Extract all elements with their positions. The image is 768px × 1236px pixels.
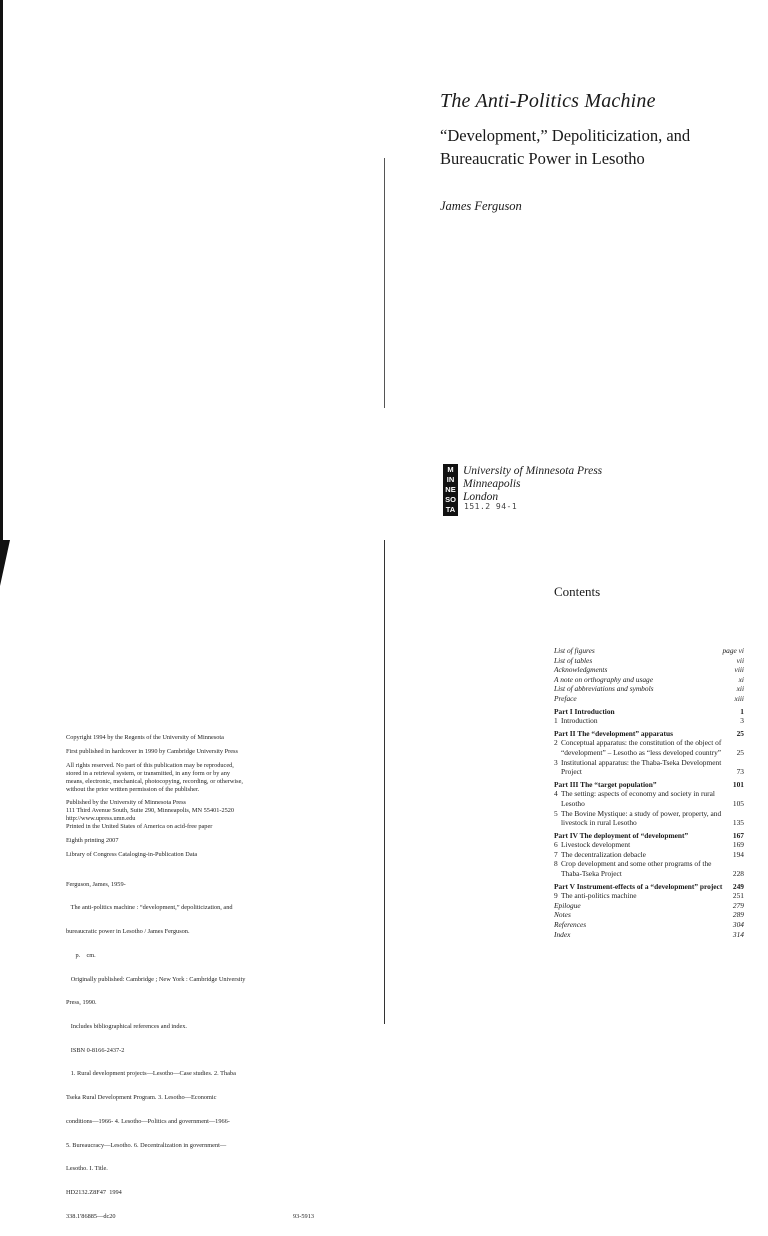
toc-row: References 304 [554, 920, 744, 930]
toc-chapter: 5 The Bovine Mystique: a study of power, property, and livestock in rural Lesotho 135 [554, 808, 744, 828]
publisher-logo: M IN NE SO TA [443, 464, 458, 516]
copyright-line: Copyright 1994 by the Regents of the University of Minnesota [66, 734, 224, 741]
publisher-city: London [463, 491, 499, 503]
publisher-address: Published by the University of Minnesota Press 111 Third Avenue South, Suite 290, Minneapolis, MN 55401-2520 http://www.upress.umn.edu Printed in the United States of America on acid-free paper [66, 799, 235, 831]
toc-row: List of tables vii [554, 655, 744, 665]
handwritten-note: 151.2 94-1 [464, 502, 518, 511]
subtitle-line: “Development,” Depoliticization, and [440, 126, 691, 145]
toc-chapter: 7 The decentralization debacle 194 [554, 849, 744, 859]
toc-row: Epilogue 279 [554, 900, 744, 910]
publisher-name: University of Minnesota Press [463, 465, 603, 477]
toc-chapter: 4 The setting: aspects of economy and society in rural Lesotho 105 [554, 789, 744, 808]
toc-part: Part I Introduction 1 [554, 706, 744, 716]
toc-part: Part IV The deployment of “development” 167 [554, 830, 744, 840]
cip-heading: Library of Congress Cataloging-in-Publication Data [66, 850, 198, 858]
toc-row: Preface xiii [554, 693, 744, 703]
book-author: James Ferguson [440, 199, 522, 213]
printing-line: Eighth printing 2007 [66, 837, 119, 845]
copyright-block [66, 734, 314, 1236]
book-subtitle [440, 124, 740, 170]
toc-chapter: 3 Institutional apparatus: the Thaba-Tseka Development Project 73 [554, 757, 744, 777]
toc-row: Notes 289 [554, 910, 744, 920]
toc-chapter: 1 Introduction 3 [554, 716, 744, 726]
toc-chapter: 9 The anti-politics machine 251 [554, 891, 744, 901]
toc-row: Index 314 [554, 929, 744, 939]
toc-chapter: 2 Conceptual apparatus: the constitution of the object of “development” – Lesotho as “less developed country” 25 [554, 738, 744, 757]
toc-row: List of abbreviations and symbols xii [554, 684, 744, 694]
toc-chapter: 8 Crop development and some other programs of the Thaba-Tseka Project 228 [554, 859, 744, 879]
toc-row: Acknowledgments viii [554, 665, 744, 675]
book-title: The Anti-Politics Machine [440, 90, 656, 112]
toc-part: Part V Instrument-effects of a “development” project 249 [554, 881, 744, 891]
title-spread [0, 0, 768, 540]
cip-record: Ferguson, James, 1959- The anti-politics machine : “development,” depoliticization, and bureaucratic power in Lesotho / James Ferguson. p. cm. Originally published: Cambridge ; New York : Cambridge University Press, 1990. Includes bibliographical references and index. ISBN 0-8166-2437-2 1. Rural development projects—Lesotho—Case studies. 2. Thaba Tseka Rural Development Program. 3. Lesotho—Economic conditions—1966- 4. Lesotho—Politics and government—1966- 5. Bureaucracy—Lesotho. 6. Decentralization in government— Lesotho. I. Title. HD2132.Z8F47 1994 338.1'86885—dc20 93-5913 [66, 880, 314, 1220]
toc-part: Part II The “development” apparatus 25 [554, 728, 744, 738]
first-published-line: First published in hardcover in 1990 by Cambridge University Press [66, 747, 238, 755]
toc-chapter: 6 Livestock development 169 [554, 840, 744, 850]
cip-classification: 338.1'86885—dc20 93-5913 [66, 1212, 314, 1220]
toc-row: A note on orthography and usage xi [554, 674, 744, 684]
toc-row: List of figures page vi [554, 646, 744, 655]
publisher-city: Minneapolis [463, 478, 521, 490]
subtitle-line: Bureaucratic Power in Lesotho [440, 149, 645, 168]
page-corner-shadow [0, 540, 10, 586]
contents-spread [0, 540, 768, 1220]
page-edge [0, 0, 3, 540]
publisher-imprint [463, 465, 602, 504]
toc-part: Part III The “target population” 101 [554, 779, 744, 789]
rights-statement: All rights reserved. No part of this publication may be reproduced, stored in a retrieval system, or transmitted, in any form or by any means, electronic, mechanical, photocopying, recording, or otherwise, without the prior written permission of the publisher. [66, 761, 243, 793]
contents-heading: Contents [554, 584, 601, 599]
table-of-contents [554, 646, 744, 939]
spine-line [384, 540, 385, 1024]
spine-line [384, 158, 385, 408]
